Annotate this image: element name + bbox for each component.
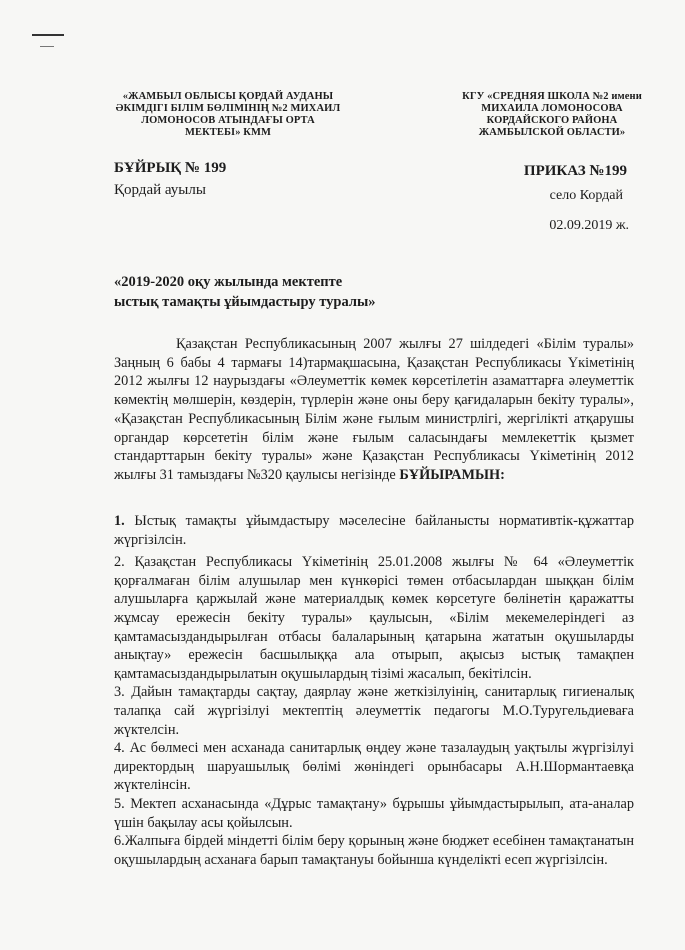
- header-right-line: ЖАМБЫЛСКОЙ ОБЛАСТИ»: [478, 127, 626, 138]
- header-right-line: МИХАИЛА ЛОМОНОСОВА: [481, 103, 623, 114]
- header-left-line: ЛОМОНОСОВ АТЫНДАҒЫ ОРТА: [141, 115, 315, 126]
- scan-mark: [32, 34, 64, 36]
- list-item: [114, 832, 634, 869]
- item-number: 5.: [114, 795, 125, 812]
- list-item: [114, 683, 634, 739]
- document-title: [114, 272, 454, 312]
- header-left-kz: [108, 91, 348, 139]
- order-number-ru: ПРИКАЗ №199: [523, 163, 627, 179]
- scan-mark-small: [40, 46, 54, 47]
- preamble-paragraph: [114, 335, 634, 485]
- title-line-2: ыстық тамақты ұйымдастыру туралы»: [114, 294, 376, 310]
- header-left-line: «ЖАМБЫЛ ОБЛЫСЫ ҚОРДАЙ АУДАНЫ: [122, 91, 334, 102]
- list-item: [114, 553, 634, 683]
- list-item: [114, 512, 634, 549]
- item-number: 2.: [114, 554, 125, 571]
- preamble-text: Қазақстан Республикасының 2007 жылғы 27 шілдедегі «Білім туралы» Заңның 6 бабы 4 тармағы 14)тармақшасына, Қазақстан Республикасы Үкіметінің 2012 жылғы 12 наурыздағы «Әлеуметтік көмек көрсетілетін азаматтарға әлеуметтік көмектің мөлшерін, көздерін, түрлерін және оны беру қағидаларын бекіту туралы», «Қазақстан Республикасының Білім және ғылым министрлігі, жергілікті атқарушы органдар көрсететін білім және ғылым саласындағы мемлекеттік қызмет стандарттарын бекіту туралы» және Қазақстан Республикасы Үкіметінің 2012 жылғы 31 тамыздағы №320 қаулысы негізінде: [114, 336, 634, 483]
- preamble-emphasis: БҰЙЫРАМЫН:: [399, 466, 505, 483]
- item-text: Қазақстан Республикасы Үкіметінің 25.01.2008 жылғы № 64 «Әлеуметтік қорғалмаған білім алушылар мен күнкөрісі төмен отбасылардан шыққан білім алушыларға қаржылай және материалдық көмек көрсетуге бөлінетін қаражатты жұмсау ережесін бекіту туралы» қаулысын, «Білім мекемелеріндегі аз қамтамасыздандырылған отбасы балаларының қатарына жататын оқушыларды анықтау» ережесін басшылыққа ала отырып, ақысыз ыстық тамақпен қамтамасыздандырылатын оқушылардың тізімі жасалып, бекітілсін.: [114, 554, 634, 682]
- title-line-1: «2019-2020 оқу жылында мектепте: [114, 274, 343, 290]
- header-right-line: КОРДАЙСКОГО РАЙОНА: [486, 115, 618, 126]
- order-place-ru: село Кордай: [549, 188, 623, 203]
- item-number: 1.: [114, 513, 125, 529]
- item-text: Мектеп асханасында «Дұрыс тамақтану» бұрышы ұйымдастырылып, ата-аналар үшін бақылау асы қойылсын.: [114, 795, 634, 831]
- item-text: Ыстық тамақты ұйымдастыру мәселесіне байланысты нормативтік-құжаттар жүргізілсін.: [114, 513, 634, 548]
- header-right-line: КГУ «СРЕДНЯЯ ШКОЛА №2 имени: [462, 91, 642, 102]
- item-number: 6.: [114, 833, 125, 850]
- order-date: 02.09.2019 ж.: [549, 218, 629, 233]
- order-place-kz: Қордай ауылы: [114, 182, 206, 198]
- header-right-ru: [452, 91, 652, 139]
- order-number-kz: БҰЙРЫҚ № 199: [114, 160, 227, 176]
- item-text: Ас бөлмесі мен асханада санитарлық өңдеу және тазалаудың уақтылы жүргізілуі директордың шаруашылық бөлімі жөніндегі орынбасары А.Н.Шормантаевқа жүктелінсін.: [114, 740, 634, 794]
- item-number: 3.: [114, 684, 125, 701]
- header-left-line: МЕКТЕБІ» КММ: [184, 127, 272, 138]
- item-number: 4.: [114, 740, 125, 757]
- header-left-line: ӘКІМДІГІ БІЛІМ БӨЛІМІНІҢ №2 МИХАИЛ: [115, 103, 341, 114]
- list-item: [114, 739, 634, 795]
- item-text: Дайын тамақтарды сақтау, даярлау және жеткізілуінің, санитарлық гигиеналық талапқа сай жүргізілуі мектептің әлеуметтік педагогы М.О.Туругельдиеваға жүктелсін.: [114, 684, 635, 738]
- list-item: [114, 795, 634, 832]
- order-items-list: [114, 512, 634, 869]
- item-text: Жалпыға бірдей міндетті білім беру қорының және бюджет есебінен тамақтанатын оқушылардың асханаға барып тамақтануы бойынша күнделікті есеп жүргізілсін.: [114, 833, 634, 868]
